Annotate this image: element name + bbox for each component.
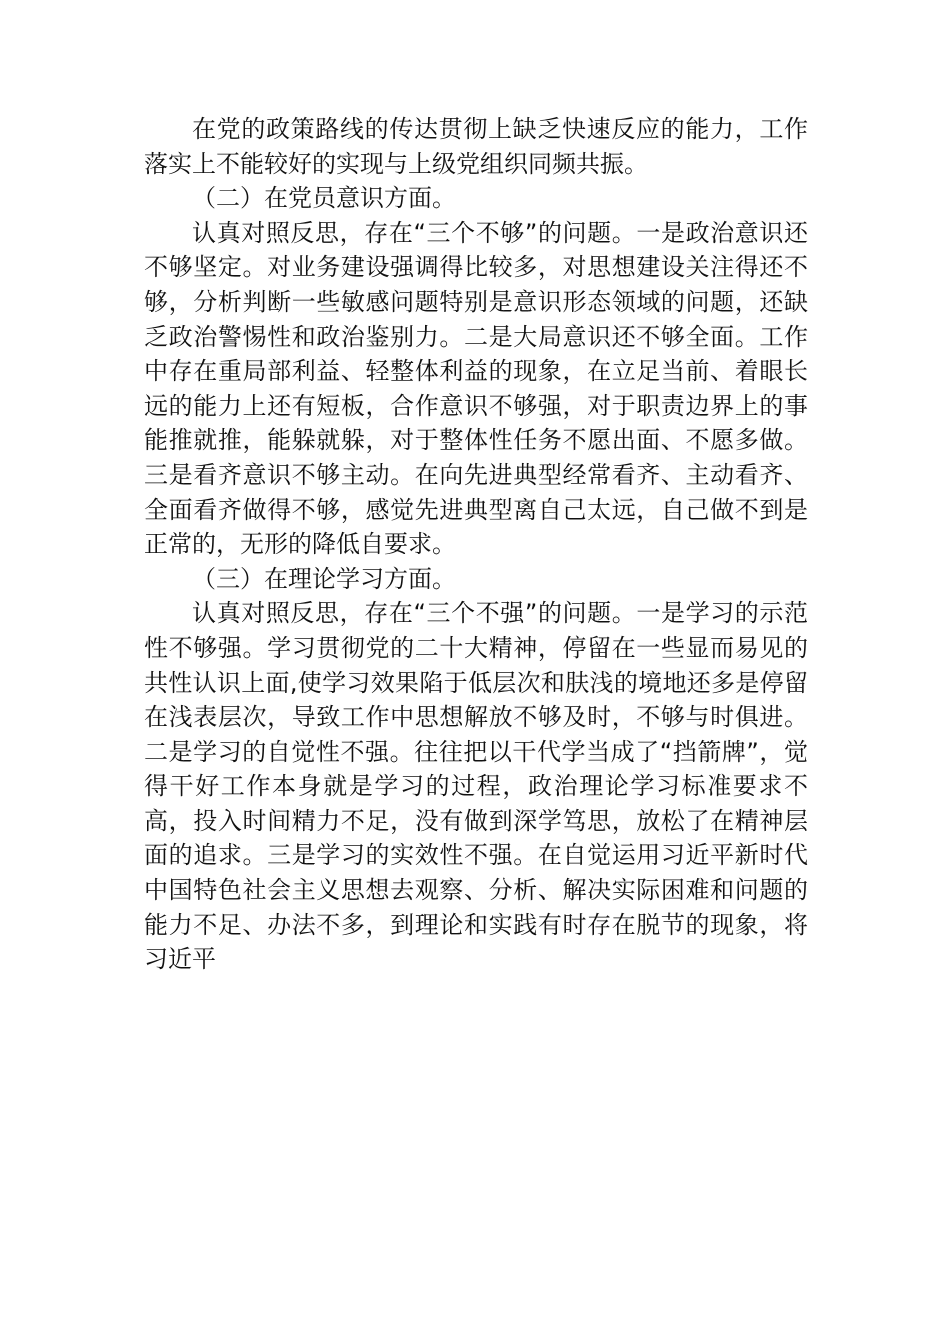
paragraph-intro: 在党的政策路线的传达贯彻上缺乏快速反应的能力，工作落实上不能较好的实现与上级党组织同频共振。 [144,115,808,178]
document-page [144,112,808,977]
section-heading-theory-study: （三）在理论学习方面。 [192,564,456,593]
section-heading-party-awareness: （二）在党员意识方面。 [192,184,456,213]
paragraph-theory-study: 认真对照反思，存在“三个不强”的问题。一是学习的示范性不够强。学习贯彻党的二十大精神，停留在一些显而易见的共性认识上面,使学习效果陷于低层次和肤浅的境地还多是停留在浅表层次，导致工作中思想解放不够及时，不够与时俱进。二是学习的自觉性不强。往往把以干代学当成了“挡箭牌”，觉得干好工作本身就是学习的过程，政治理论学习标准要求不高，投入时间精力不足，没有做到深学笃思，放松了在精神层面的追求。三是学习的实效性不强。在自觉运用习近平新时代中国特色社会主义思想去观察、分析、解决实际困难和问题的能力不足、办法不多，到理论和实践有时存在脱节的现象，将习近平 [144,599,808,974]
paragraph-party-awareness: 认真对照反思，存在“三个不够”的问题。一是政治意识还不够坚定。对业务建设强调得比较多，对思想建设关注得还不够，分析判断一些敏感问题特别是意识形态领域的问题，还缺乏政治警惕性和政治鉴别力。二是大局意识还不够全面。工作中存在重局部利益、轻整体利益的现象，在立足当前、着眼长远的能力上还有短板，合作意识不够强，对于职责边界上的事能推就推，能躲就躲，对于整体性任务不愿出面、不愿多做。三是看齐意识不够主动。在向先进典型经常看齐、主动看齐、全面看齐做得不够，感觉先进典型离自己太远，自己做不到是正常的，无形的降低自要求。 [144,218,808,559]
